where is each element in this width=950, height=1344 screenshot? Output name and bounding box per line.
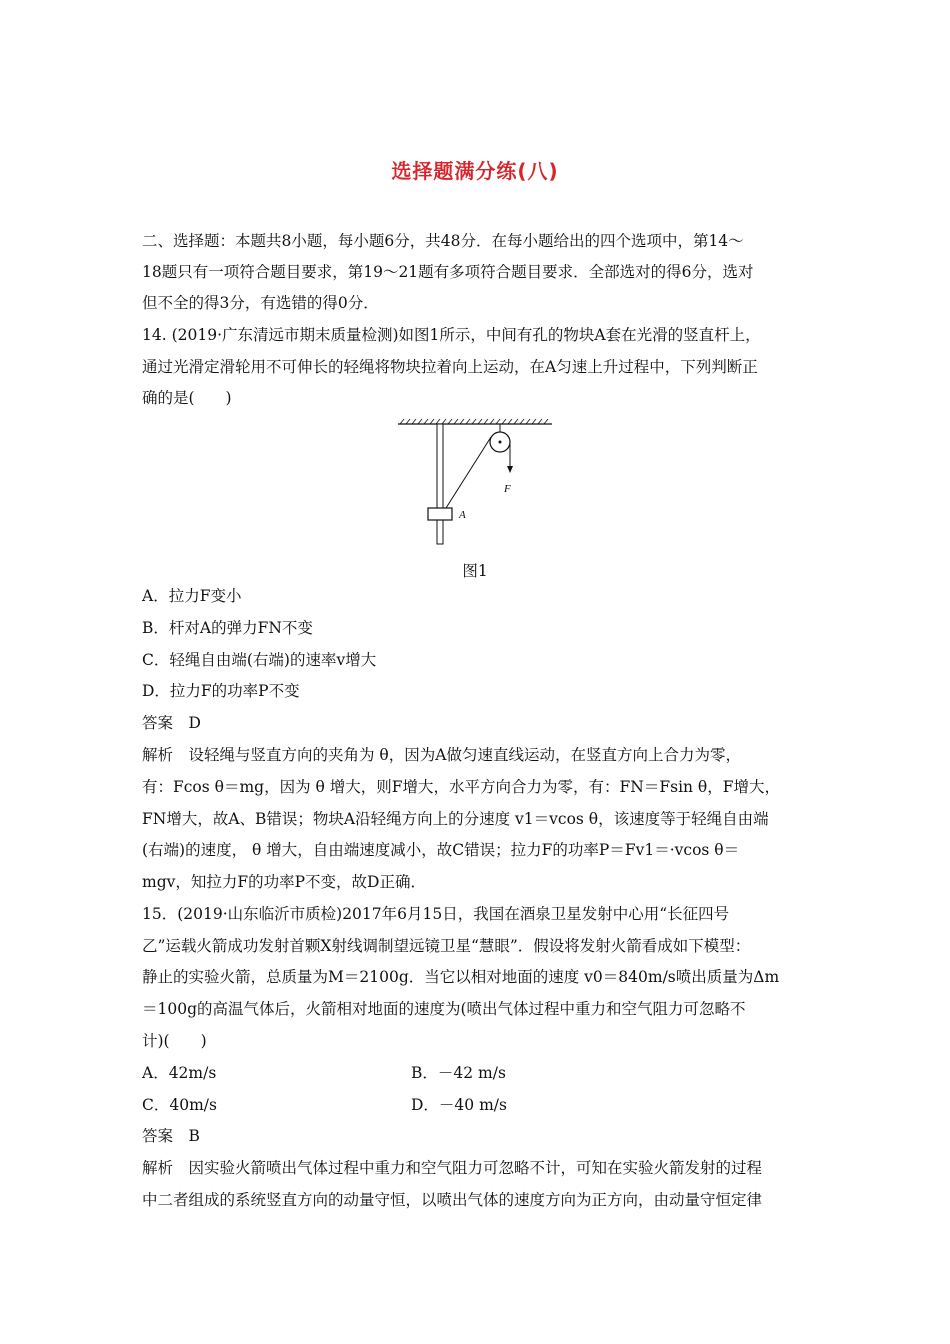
q14-option-b: B．杆对A的弹力FN不变 xyxy=(142,619,313,637)
figure-1 xyxy=(396,418,556,554)
ceiling-hatch xyxy=(400,419,548,424)
vertical-rod xyxy=(437,424,443,544)
page-title: 选择题满分练(八) xyxy=(391,159,559,183)
block-label: A xyxy=(459,509,466,521)
q14-option-d: D．拉力F的功率P不变 xyxy=(142,682,300,700)
q15-analysis-line-1: 解析 因实验火箭喷出气体过程中重力和空气阻力可忽略不计，可知在实验火箭发射的过程 xyxy=(142,1159,763,1177)
q14-analysis-line-3: FN增大，故A、B错误；物块A沿轻绳方向上的分速度 v1＝vcos θ，该速度等于轻绳自由端 xyxy=(142,810,769,828)
intro-line-1: 二、选择题：本题共8小题，每小题6分，共48分．在每小题给出的四个选项中，第14～ xyxy=(142,232,744,250)
q15-option-b: B．－42 m/s xyxy=(411,1064,506,1082)
q15-stem-line-5: 计)( ) xyxy=(142,1032,207,1050)
q14-option-c: C．轻绳自由端(右端)的速率v增大 xyxy=(142,651,377,669)
q14-stem-line-2: 通过光滑定滑轮用不可伸长的轻绳将物块拉着向上运动，在A匀速上升过程中，下列判断正 xyxy=(142,358,758,376)
q14-answer: 答案 D xyxy=(142,714,201,732)
q14-analysis-line-2: 有：Fcos θ＝mg，因为 θ 增大，则F增大，水平方向合力为零，有：FN＝Fsin θ，F增大， xyxy=(142,778,781,796)
q15-option-d: D．－40 m/s xyxy=(411,1096,507,1114)
intro-line-3: 但不全的得3分，有选错的得0分． xyxy=(142,294,379,312)
q15-analysis-line-2: 中二者组成的系统竖直方向的动量守恒，以喷出气体的速度方向为正方向，由动量守恒定律 xyxy=(142,1191,763,1209)
block-a xyxy=(428,508,452,520)
q14-analysis-line-1: 解析 设轻绳与竖直方向的夹角为 θ，因为A做匀速直线运动，在竖直方向上合力为零， xyxy=(142,746,741,764)
q14-stem-line-1: 14. (2019·广东清远市期末质量检测)如图1所示，中间有孔的物块A套在光滑的竖直杆上， xyxy=(142,326,761,344)
q14-analysis-line-5: mgv，知拉力F的功率P不变，故D正确． xyxy=(142,873,426,891)
q15-stem-line-2: 乙”运载火箭成功发射首颗X射线调制望远镜卫星“慧眼”．假设将发射火箭看成如下模型： xyxy=(142,937,751,955)
q14-option-a: A．拉力F变小 xyxy=(142,587,242,605)
rope-left xyxy=(446,437,491,508)
q14-analysis-line-4: (右端)的速度， θ 增大，自由端速度减小，故C错误；拉力F的功率P＝Fv1＝·vcos θ＝ xyxy=(142,841,740,859)
q14-stem-line-3: 确的是( ) xyxy=(142,389,232,407)
figure-caption: 图1 xyxy=(462,562,488,580)
q15-option-c: C．40m/s xyxy=(142,1096,217,1114)
pulley-diagram xyxy=(396,418,556,550)
intro-line-2: 18题只有一项符合题目要求，第19～21题有多项符合题目要求．全部选对的得6分，选对 xyxy=(142,263,754,281)
q15-stem-line-1: 15．(2019·山东临沂市质检)2017年6月15日，我国在酒泉卫星发射中心用“长征四号 xyxy=(142,905,730,923)
q15-option-a: A．42m/s xyxy=(142,1064,217,1082)
force-label: F xyxy=(504,483,511,495)
q15-stem-line-3: 静止的实验火箭，总质量为M＝2100g．当它以相对地面的速度 v0＝840m/s喷出质量为Δm xyxy=(142,968,780,986)
q15-answer: 答案 B xyxy=(142,1127,200,1145)
q15-stem-line-4: ＝100g的高温气体后，火箭相对地面的速度为(喷出气体过程中重力和空气阻力可忽略不 xyxy=(142,1000,746,1018)
force-arrow xyxy=(507,466,513,473)
